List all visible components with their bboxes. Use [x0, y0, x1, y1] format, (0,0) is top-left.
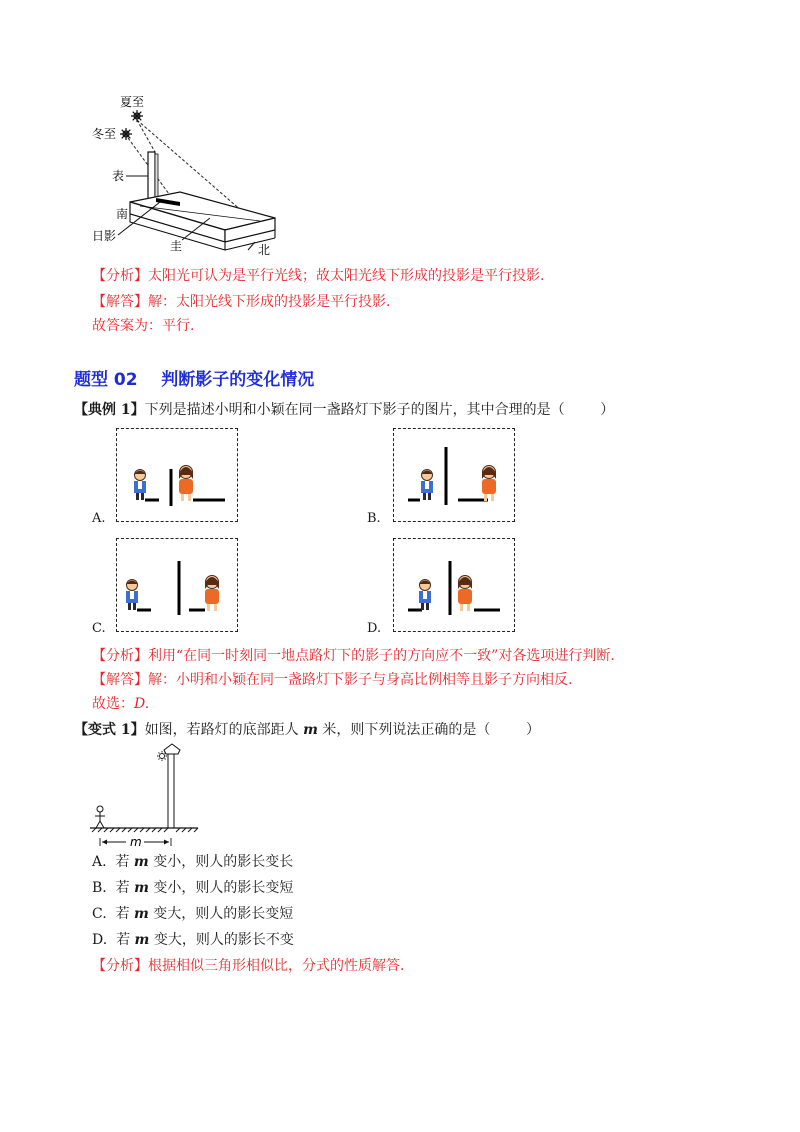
- person-stick-icon: [95, 806, 105, 828]
- option-d-label: D.: [367, 621, 382, 636]
- option-a-box: [116, 428, 238, 522]
- variant1-option-a: A. 若 m 变小，则人的影长变长: [92, 854, 294, 870]
- variant1-analysis: 【分析】根据相似三角形相似比，分式的性质解答.: [92, 958, 405, 974]
- section-title: 题型 02 判断影子的变化情况: [74, 370, 315, 390]
- sundial-solution: 【解答】解：太阳光线下形成的投影是平行投影.: [92, 294, 391, 310]
- option-b-box: [393, 428, 515, 522]
- gui-label: 圭: [170, 239, 183, 253]
- variant1-option-c: C. 若 m 变大，则人的影长变短: [92, 906, 294, 922]
- boy-figure-icon: [134, 470, 146, 501]
- option-c-label: C.: [92, 621, 106, 636]
- example1-answer: 故选：D.: [92, 696, 150, 712]
- streetlight-figure: [86, 744, 206, 854]
- example1-analysis: 【分析】利用“在同一时刻同一地点路灯下的影子的方向应不一致”对各选项进行判断.: [92, 648, 615, 664]
- winter-sun-icon: [120, 128, 132, 140]
- sundial-figure: [92, 90, 300, 260]
- girl-figure-icon: [179, 466, 193, 502]
- option-b-label: B.: [367, 511, 381, 526]
- winter-solstice-label: 冬至: [92, 127, 117, 141]
- example1-solution: 【解答】解：小明和小颖在同一盏路灯下影子与身高比例相等且影子方向相反.: [92, 672, 573, 688]
- variant1-option-d: D. 若 m 变大，则人的影长不变: [92, 932, 294, 948]
- girl-figure-icon: [458, 576, 472, 612]
- variant1-question: 【变式 1】如图，若路灯的底部距人 m 米，则下列说法正确的是（ ）: [74, 722, 540, 738]
- sundial-analysis: 【分析】太阳光可认为是平行光线；故太阳光线下形成的投影是平行投影.: [92, 268, 545, 284]
- north-label: 北: [258, 243, 271, 257]
- lamp-icon: [157, 751, 167, 761]
- variant1-option-b: B. 若 m 变小，则人的影长变短: [92, 880, 294, 896]
- girl-figure-icon: [205, 576, 219, 612]
- option-c-box: [116, 538, 238, 632]
- boy-figure-icon: [421, 470, 433, 501]
- summer-solstice-label: 夏至: [120, 95, 145, 109]
- gnomon-label: 表: [112, 169, 125, 183]
- example1-question: 【典例 1】下列是描述小明和小颖在同一盏路灯下影子的图片，其中合理的是（ ）: [74, 402, 615, 418]
- girl-figure-icon: [482, 466, 496, 502]
- south-label: 南: [116, 207, 129, 221]
- option-d-box: [393, 538, 515, 632]
- option-a-label: A.: [92, 511, 106, 526]
- shadow-label: 日影: [92, 229, 117, 243]
- boy-figure-icon: [126, 580, 138, 611]
- distance-m-label: m: [130, 835, 142, 849]
- boy-figure-icon: [419, 580, 431, 611]
- sundial-answer: 故答案为：平行.: [92, 318, 195, 334]
